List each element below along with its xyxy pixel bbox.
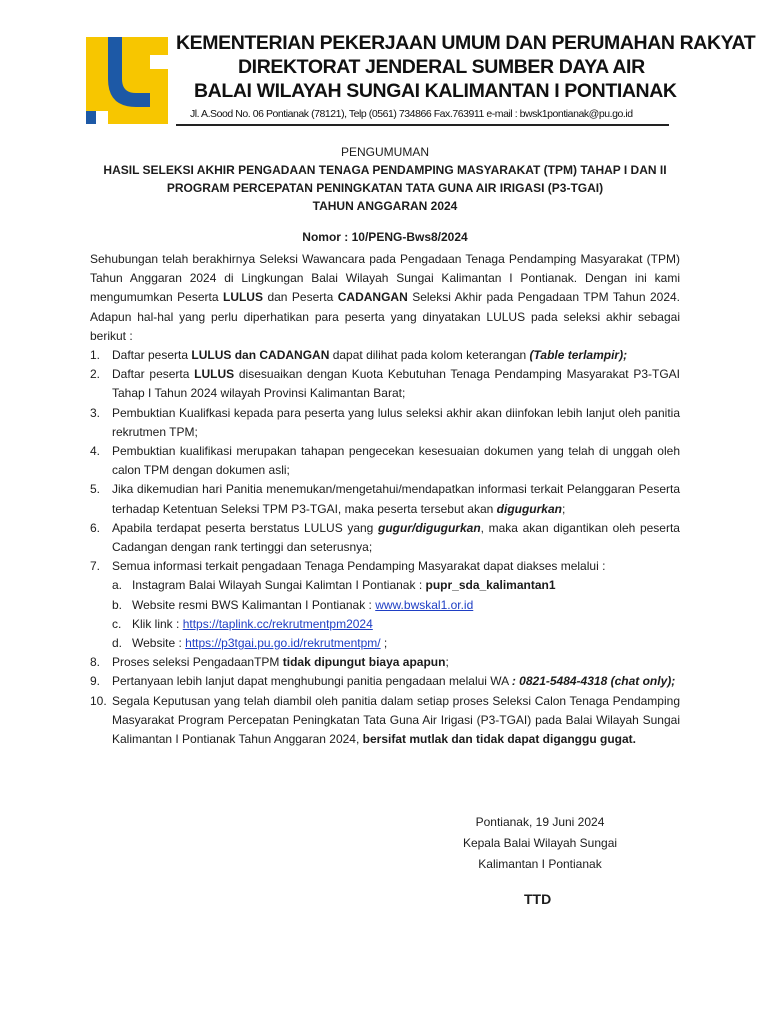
- instagram-handle: pupr_sda_kalimantan1: [425, 578, 556, 593]
- item-text: Daftar peserta: [112, 367, 195, 382]
- info-channel-website: [112, 596, 680, 615]
- bws-website-link[interactable]: www.bwskal1.or.id: [375, 597, 474, 612]
- list-item: [90, 692, 680, 750]
- sub-text: Website resmi BWS Kalimantan I Pontianak :: [132, 597, 376, 612]
- item-number: 7.: [90, 559, 101, 574]
- item-text: Pertanyaan lebih lanjut dapat menghubungi panitia pengadaan melalui WA: [112, 674, 512, 689]
- title-line-3: TAHUN ANGGARAN 2024: [312, 199, 458, 213]
- signer-role: Kalimantan I Pontianak: [478, 857, 602, 871]
- sub-letter: c.: [112, 616, 122, 631]
- item-text: Apabila terdapat peserta berstatus LULUS yang: [112, 520, 378, 535]
- item-bold: tidak dipungut biaya apapun: [282, 655, 446, 670]
- list-item: [90, 442, 680, 480]
- intro-text: kami mengumumkan Peserta: [90, 271, 680, 305]
- list-item: [90, 653, 680, 672]
- intro-text: dan Peserta: [262, 290, 338, 305]
- item-number: 4.: [90, 444, 101, 459]
- list-item: [90, 365, 680, 403]
- item-text: , maka akan digantikan oleh peserta Cadangan dengan rank tertinggi dan seterusnya;: [112, 520, 680, 555]
- item-bold-italic: digugurkan: [496, 501, 562, 516]
- sub-text: Website :: [132, 636, 186, 651]
- sub-letter: b.: [112, 597, 123, 612]
- intro-text: (TPM) Tahun Anggaran 2024 di Lingkungan Balai Wilayah Sungai Kalimantan I Pontianak. Dengan ini: [90, 252, 680, 286]
- sub-text: ;: [380, 636, 388, 651]
- intro-bold: LULUS: [222, 290, 263, 305]
- list-item: [90, 480, 680, 518]
- item-text: Jika dikemudian hari Panitia menemukan/mengetahui/mendapatkan informasi terkait Pelanggaran Peserta terhadap Ketentuan Seleksi TPM P3-TGAI, maka peserta tersebut akan: [112, 482, 680, 516]
- item-text: Pembuktian Kualifkasi kepada para peserta yang lulus seleksi akhir akan diinfokan lebih lanjut oleh panitia rekrutmen TPM;: [112, 405, 680, 439]
- place-date: Pontianak, 19 Juni 2024: [475, 815, 605, 829]
- item-text: Proses seleksi PengadaanTPM: [112, 655, 283, 670]
- item-bold: LULUS: [194, 367, 235, 382]
- item-bold: LULUS dan CADANGAN: [191, 348, 330, 363]
- signature-block: [440, 812, 640, 875]
- list-item: [90, 519, 680, 557]
- item-bold-italic: gugur/digugurkan: [378, 520, 481, 535]
- office-address: Jl. A.Sood No. 06 Pontianak (78121), Telp (0561) 734866 Fax.763911 e-mail : bwsk1pontianak@pu.go.id: [190, 108, 633, 120]
- info-channel-p3tgai: [112, 634, 680, 653]
- item-text: dapat dilihat pada kolom keterangan: [329, 348, 530, 363]
- list-item: [90, 404, 680, 442]
- ministry-name: KEMENTERIAN PEKERJAAN UMUM DAN PERUMAHAN RAKYAT: [176, 32, 756, 54]
- intro-bold: CADANGAN: [337, 290, 408, 305]
- list-item: [90, 346, 680, 365]
- sub-text: Klik link :: [132, 616, 183, 631]
- letterhead: [176, 31, 756, 103]
- item-number: 1.: [90, 348, 101, 363]
- sub-letter: a.: [112, 578, 123, 593]
- announcement-body: [90, 250, 680, 749]
- item-bold: bersifat mutlak dan tidak dapat diganggu gugat.: [362, 732, 636, 747]
- item-number: 6.: [90, 520, 101, 535]
- signature-mark: TTD: [524, 891, 552, 907]
- announcement-list: [90, 346, 680, 749]
- intro-paragraph: [90, 250, 680, 346]
- info-channel-instagram: [112, 576, 680, 595]
- title-line-1: HASIL SELEKSI AKHIR PENGADAAN TENAGA PENDAMPING MASYARAKAT (TPM) TAHAP I DAN II: [103, 163, 667, 177]
- whatsapp-contact: : 0821-5484-4318 (chat only);: [511, 674, 676, 689]
- intro-text: sebagai berikut :: [90, 309, 680, 343]
- item-text: Daftar peserta: [112, 348, 192, 363]
- intro-text: Sehubungan telah berakhirnya Seleksi Wawancara pada Pengadaan Tenaga Pendamping Masyarakat: [90, 252, 643, 266]
- item-text: Semua informasi terkait pengadaan Tenaga Pendamping Masyarakat dapat diakses melalui :: [112, 559, 606, 574]
- item-text: ;: [445, 655, 449, 670]
- sub-letter: d.: [112, 636, 123, 651]
- info-channel-list: [112, 576, 680, 653]
- item-bold-italic: (Table terlampir);: [529, 348, 628, 363]
- pupr-logo-icon: [86, 37, 168, 124]
- item-number: 9.: [90, 674, 101, 689]
- intro-text: Seleksi Akhir pada Pengadaan TPM Tahun: [407, 290, 646, 305]
- item-text: Segala Keputusan yang telah diambil oleh panitia dalam setiap proses Seleksi Calon Tenaga Pendamping Masyarakat Program Percepatan Peningkatan Tata Guna Air Irigasi (P3-TGAI) pada Balai Wilayah Sungai Kalimantan I Pontianak Tahun Anggaran 2024,: [112, 693, 680, 747]
- info-channel-taplink: [112, 615, 680, 634]
- sub-text: Instagram Balai Wilayah Sungai Kalimtan I Pontianak :: [132, 578, 426, 593]
- title-block: [90, 143, 680, 246]
- announcement-heading: PENGUMUMAN: [340, 145, 429, 159]
- title-line-2: PROGRAM PERCEPATAN PENINGKATAN TATA GUNA AIR IRIGASI (P3-TGAI): [166, 181, 604, 195]
- item-text: disesuaikan dengan Kuota Kebutuhan Tenaga Pendamping Masyarakat P3-TGAI Tahap I Tahun 2024 wilayah Provinsi Kalimantan Barat;: [112, 367, 680, 401]
- item-number: 10.: [90, 693, 107, 708]
- directorate-name: DIREKTORAT JENDERAL SUMBER DAYA AIR: [238, 56, 645, 78]
- letterhead-divider: [176, 124, 669, 126]
- list-item: [90, 672, 680, 691]
- item-number: 2.: [90, 367, 101, 382]
- taplink-link[interactable]: https://taplink.cc/rekrutmentpm2024: [182, 616, 373, 631]
- intro-text: 2024. Adapun hal-hal yang perlu diperhatikan para peserta yang dinyatakan LULUS pada seleksi akhir: [90, 290, 681, 324]
- list-item: [90, 557, 680, 653]
- p3tgai-website-link[interactable]: https://p3tgai.pu.go.id/rekrutmentpm/: [185, 636, 381, 651]
- item-number: 3.: [90, 405, 101, 420]
- item-number: 5.: [90, 482, 101, 497]
- office-name: BALAI WILAYAH SUNGAI KALIMANTAN I PONTIANAK: [194, 80, 677, 102]
- document-number: Nomor : 10/PENG-Bws8/2024: [302, 230, 468, 244]
- item-text: ;: [562, 501, 566, 516]
- signer-role: Kepala Balai Wilayah Sungai: [462, 836, 618, 850]
- item-number: 8.: [90, 655, 101, 670]
- item-text: Pembuktian kualifikasi merupakan tahapan pengecekan kesesuaian dokumen yang telah di unggah oleh calon TPM dengan dokumen asli;: [112, 444, 680, 478]
